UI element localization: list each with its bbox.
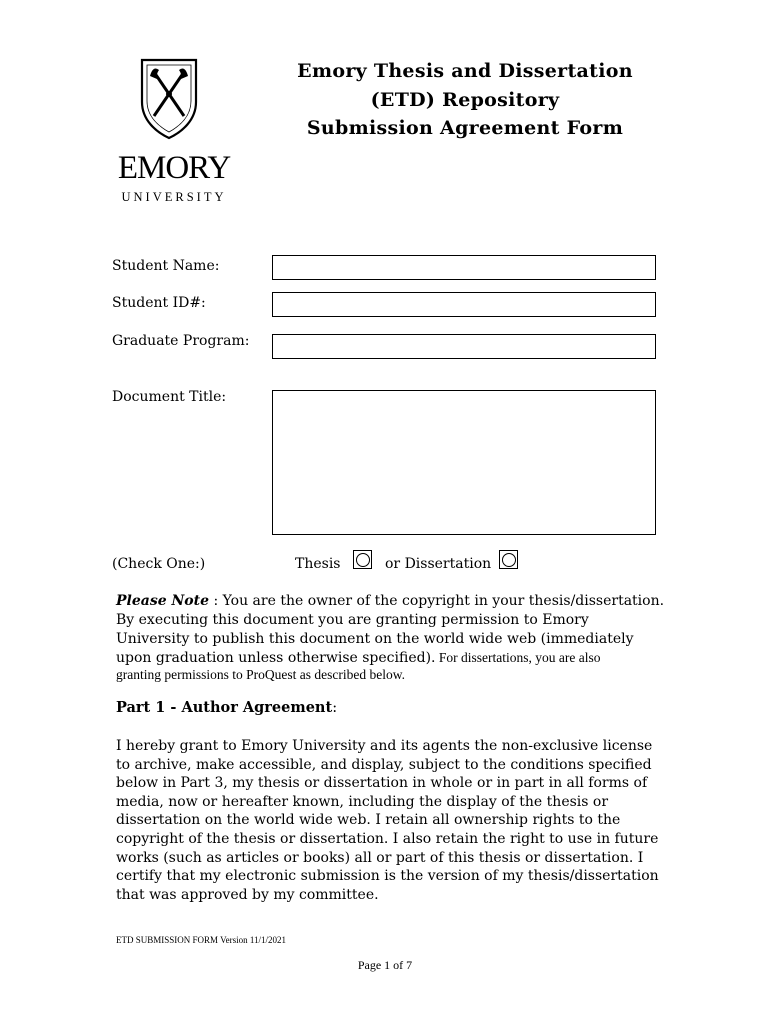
- graduate-program-label: Graduate Program:: [112, 333, 250, 349]
- student-id-field[interactable]: [272, 292, 656, 317]
- notice-line-4: upon graduation unless otherwise specified).: [116, 650, 436, 666]
- part1-line: below in Part 3, my thesis or dissertation in whole or in part in all forms of: [116, 775, 648, 792]
- logo-wordmark: EMORY: [117, 150, 231, 186]
- document-title-label: Document Title:: [112, 389, 227, 405]
- part1-line: I hereby grant to Emory University and its agents the non-exclusive license: [116, 738, 653, 754]
- page-number: Page 1 of 7: [357, 958, 413, 972]
- part1-line: that was approved by my committee.: [116, 886, 379, 903]
- part1-line: media, now or hereafter known, including the display of the thesis or: [116, 793, 609, 810]
- document-title-field[interactable]: [272, 390, 656, 535]
- notice-lead: Please Note: [116, 593, 209, 609]
- part1-body: [116, 737, 676, 904]
- dissertation-option-label: or Dissertation: [385, 556, 492, 572]
- form-title-line-1: Emory Thesis and Dissertation: [297, 60, 633, 82]
- notice-line-2: By executing this document you are granting permission to Emory: [116, 612, 589, 628]
- check-one-label: (Check One:): [112, 556, 206, 572]
- part1-line: copyright of the thesis or dissertation. I also retain the right to use in future: [116, 830, 659, 847]
- thesis-option-label: Thesis: [295, 556, 341, 572]
- notice-line-1: : You are the owner of the copyright in your thesis/dissertation.: [209, 593, 665, 609]
- part1-line: certify that my electronic submission is the version of my thesis/dissertation: [116, 868, 659, 885]
- student-name-label: Student Name:: [112, 258, 220, 274]
- form-title-line-3: Submission Agreement Form: [306, 117, 624, 139]
- notice-line-4-small: For dissertations, you are also: [435, 650, 601, 665]
- dissertation-checkbox[interactable]: [499, 550, 518, 569]
- part1-heading: [116, 699, 337, 716]
- part1-line: works (such as articles or books) all or part of this thesis or dissertation. I: [116, 849, 644, 866]
- student-id-label: Student ID#:: [112, 295, 206, 311]
- part1-heading-colon: :: [332, 700, 338, 716]
- part1-line: dissertation on the world wide web. I retain all ownership rights to the: [116, 812, 621, 829]
- form-version: ETD SUBMISSION FORM Version 11/1/2021: [116, 935, 287, 945]
- emory-shield-logo: [140, 58, 198, 140]
- student-name-field[interactable]: [272, 255, 656, 280]
- copyright-notice: [116, 592, 676, 681]
- notice-line-3: University to publish this document on the world wide web (immediately: [116, 631, 634, 647]
- graduate-program-field[interactable]: [272, 334, 656, 359]
- thesis-checkbox[interactable]: [353, 550, 372, 569]
- part1-line: to archive, make accessible, and display, subject to the conditions specified: [116, 756, 652, 773]
- notice-line-5: granting permissions to ProQuest as described below.: [116, 667, 405, 682]
- logo-subwordmark: UNIVERSITY: [121, 190, 227, 204]
- form-title-line-2: (ETD) Repository: [370, 89, 560, 111]
- part1-heading-text: Part 1 - Author Agreement: [116, 699, 333, 716]
